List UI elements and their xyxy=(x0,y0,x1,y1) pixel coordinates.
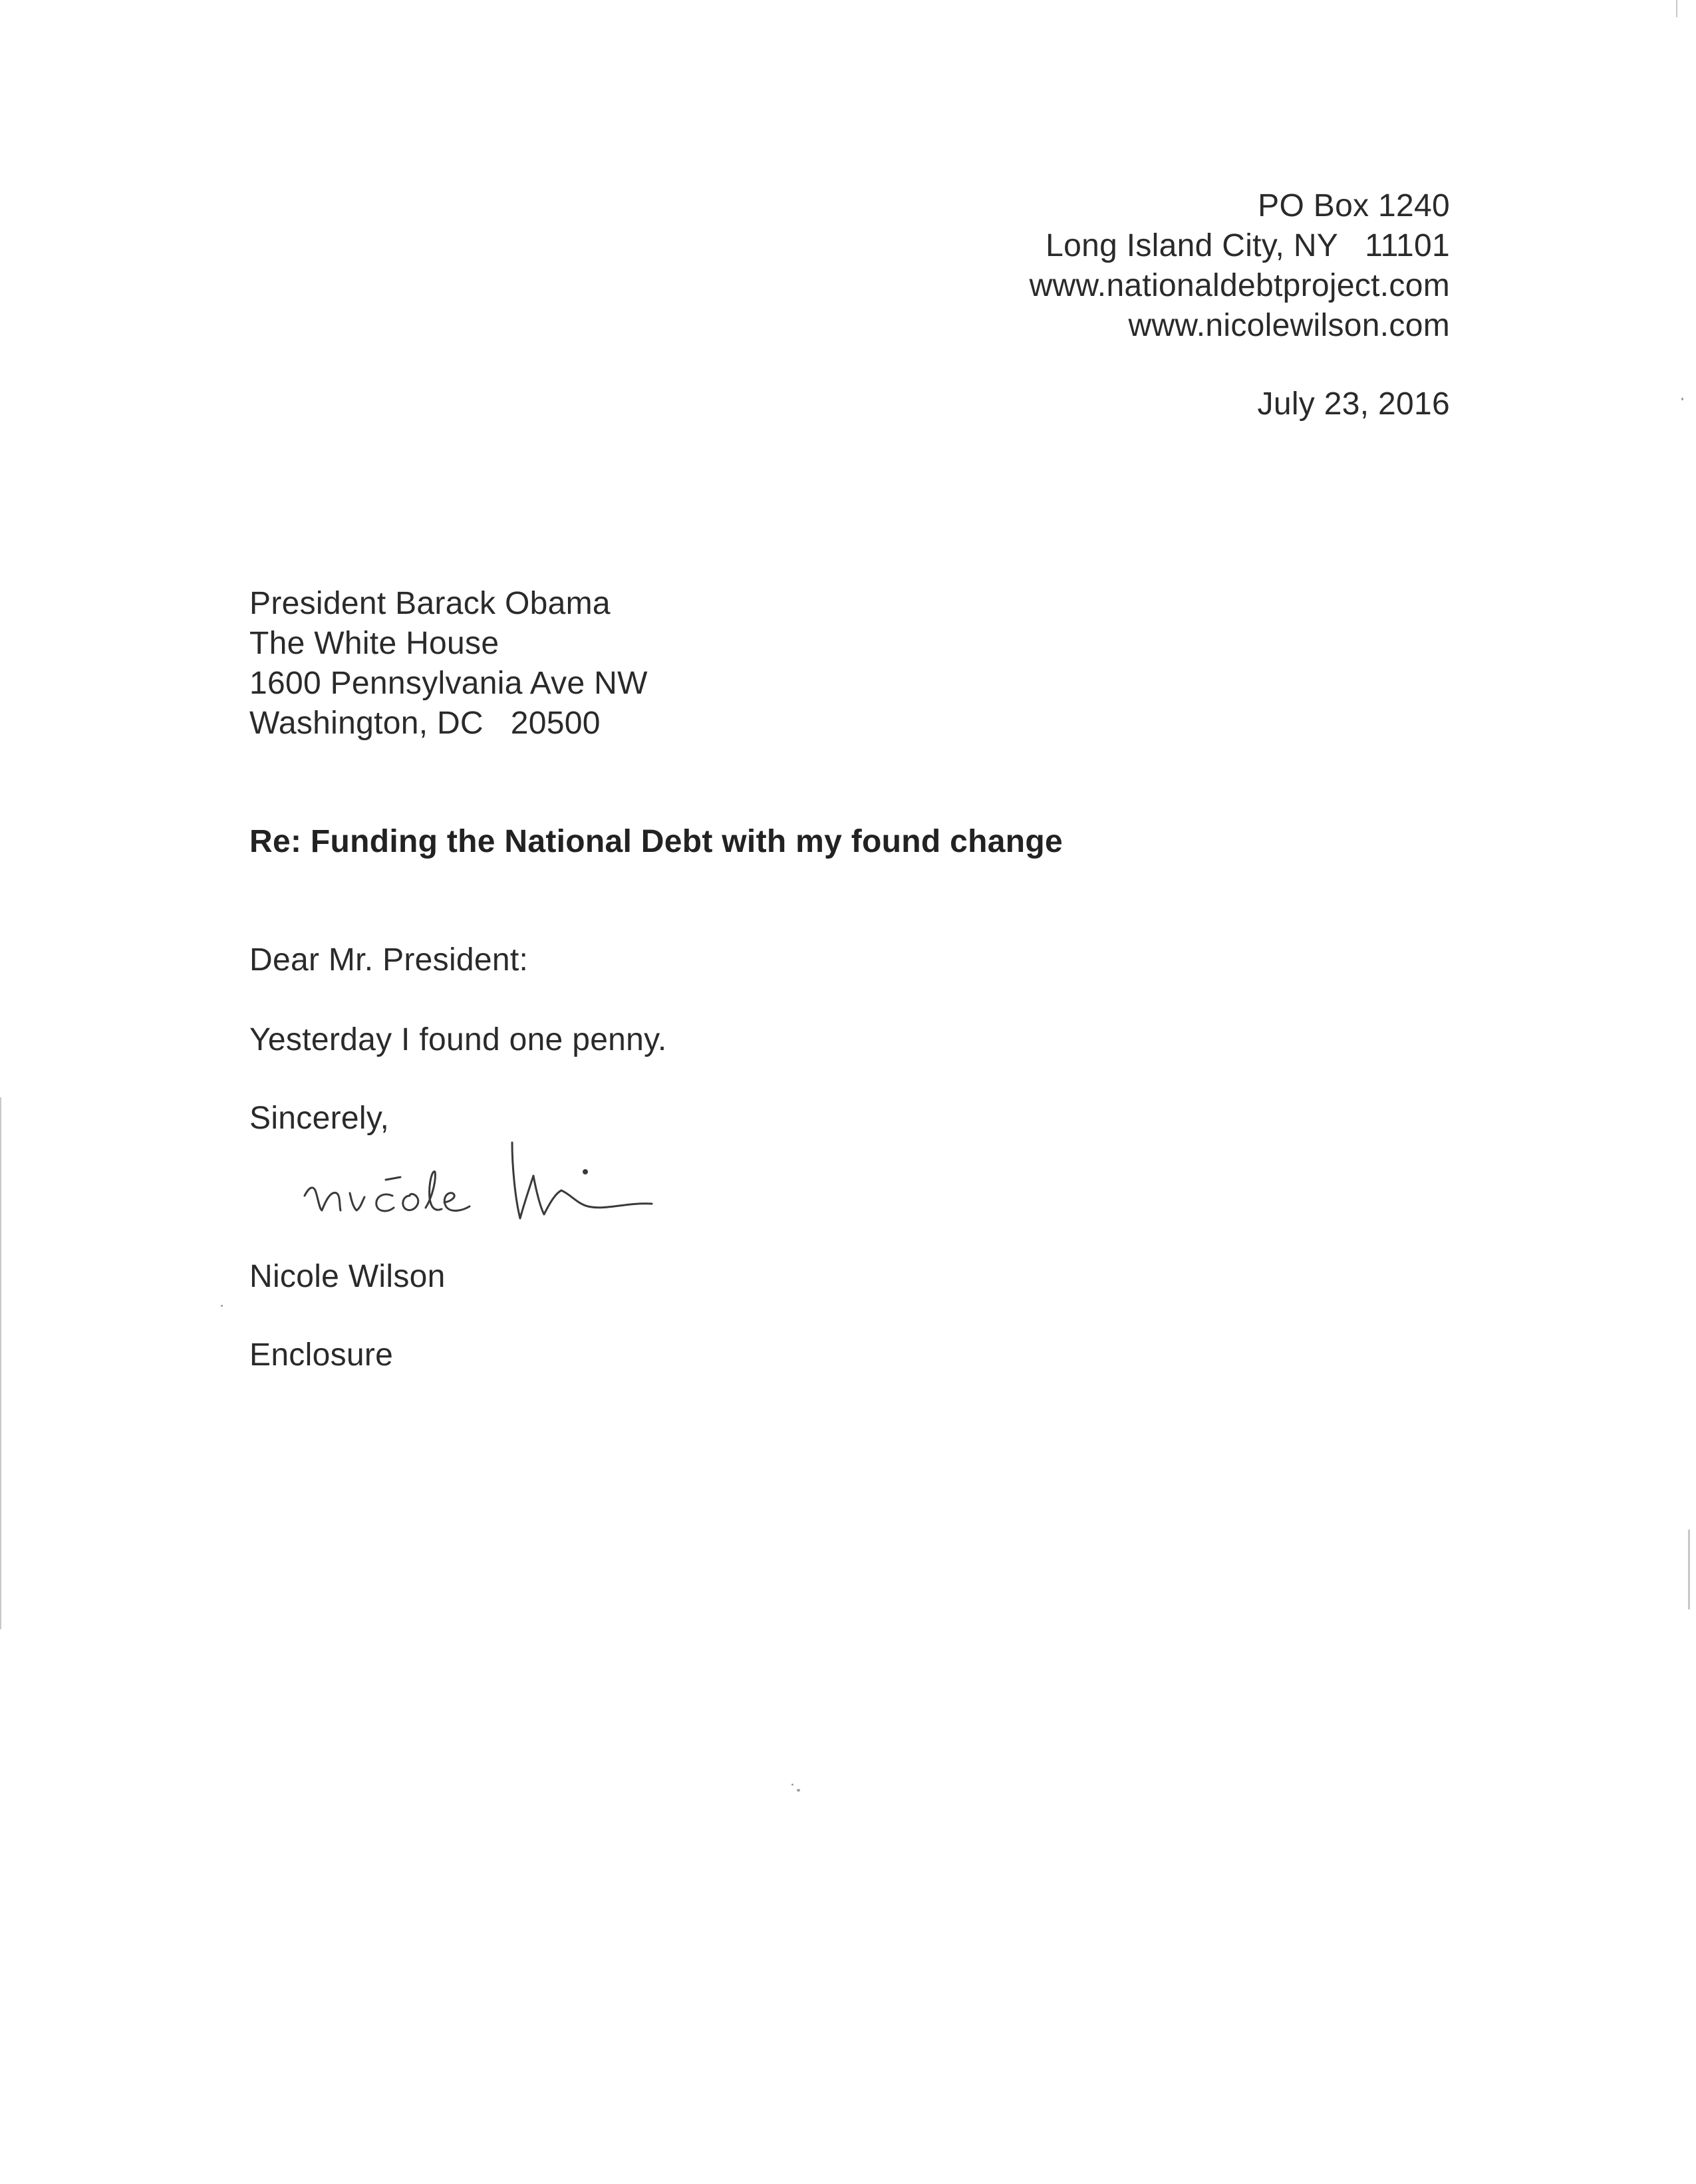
recipient-name: President Barack Obama xyxy=(249,586,611,621)
scan-edge-mark xyxy=(1676,0,1677,17)
scan-edge-mark xyxy=(1688,1530,1690,1609)
handwritten-signature xyxy=(293,1124,705,1237)
recipient-city: Washington, DC 20500 xyxy=(249,706,601,741)
body-paragraph: Yesterday I found one penny. xyxy=(249,1022,667,1057)
salutation: Dear Mr. President: xyxy=(249,942,529,978)
signer-name: Nicole Wilson xyxy=(249,1259,446,1294)
sender-website-2: www.nicolewilson.com xyxy=(1128,308,1450,343)
scan-speck xyxy=(221,1305,223,1307)
sender-website-1: www.nationaldebtproject.com xyxy=(1029,268,1450,303)
closing: Sincerely, xyxy=(249,1101,390,1136)
sender-address-line1: PO Box 1240 xyxy=(1258,188,1450,223)
scan-edge-mark xyxy=(0,1097,1,1629)
subject-line: Re: Funding the National Debt with my found change xyxy=(249,824,1063,859)
sender-address-line2: Long Island City, NY 11101 xyxy=(1046,228,1450,263)
enclosure-note: Enclosure xyxy=(249,1337,394,1373)
recipient-street: 1600 Pennsylvania Ave NW xyxy=(249,666,648,701)
letter-date: July 23, 2016 xyxy=(1257,386,1450,422)
recipient-organization: The White House xyxy=(249,626,499,661)
scan-speck xyxy=(1681,398,1683,400)
scan-speck xyxy=(791,1784,793,1786)
scan-speck xyxy=(797,1789,800,1792)
